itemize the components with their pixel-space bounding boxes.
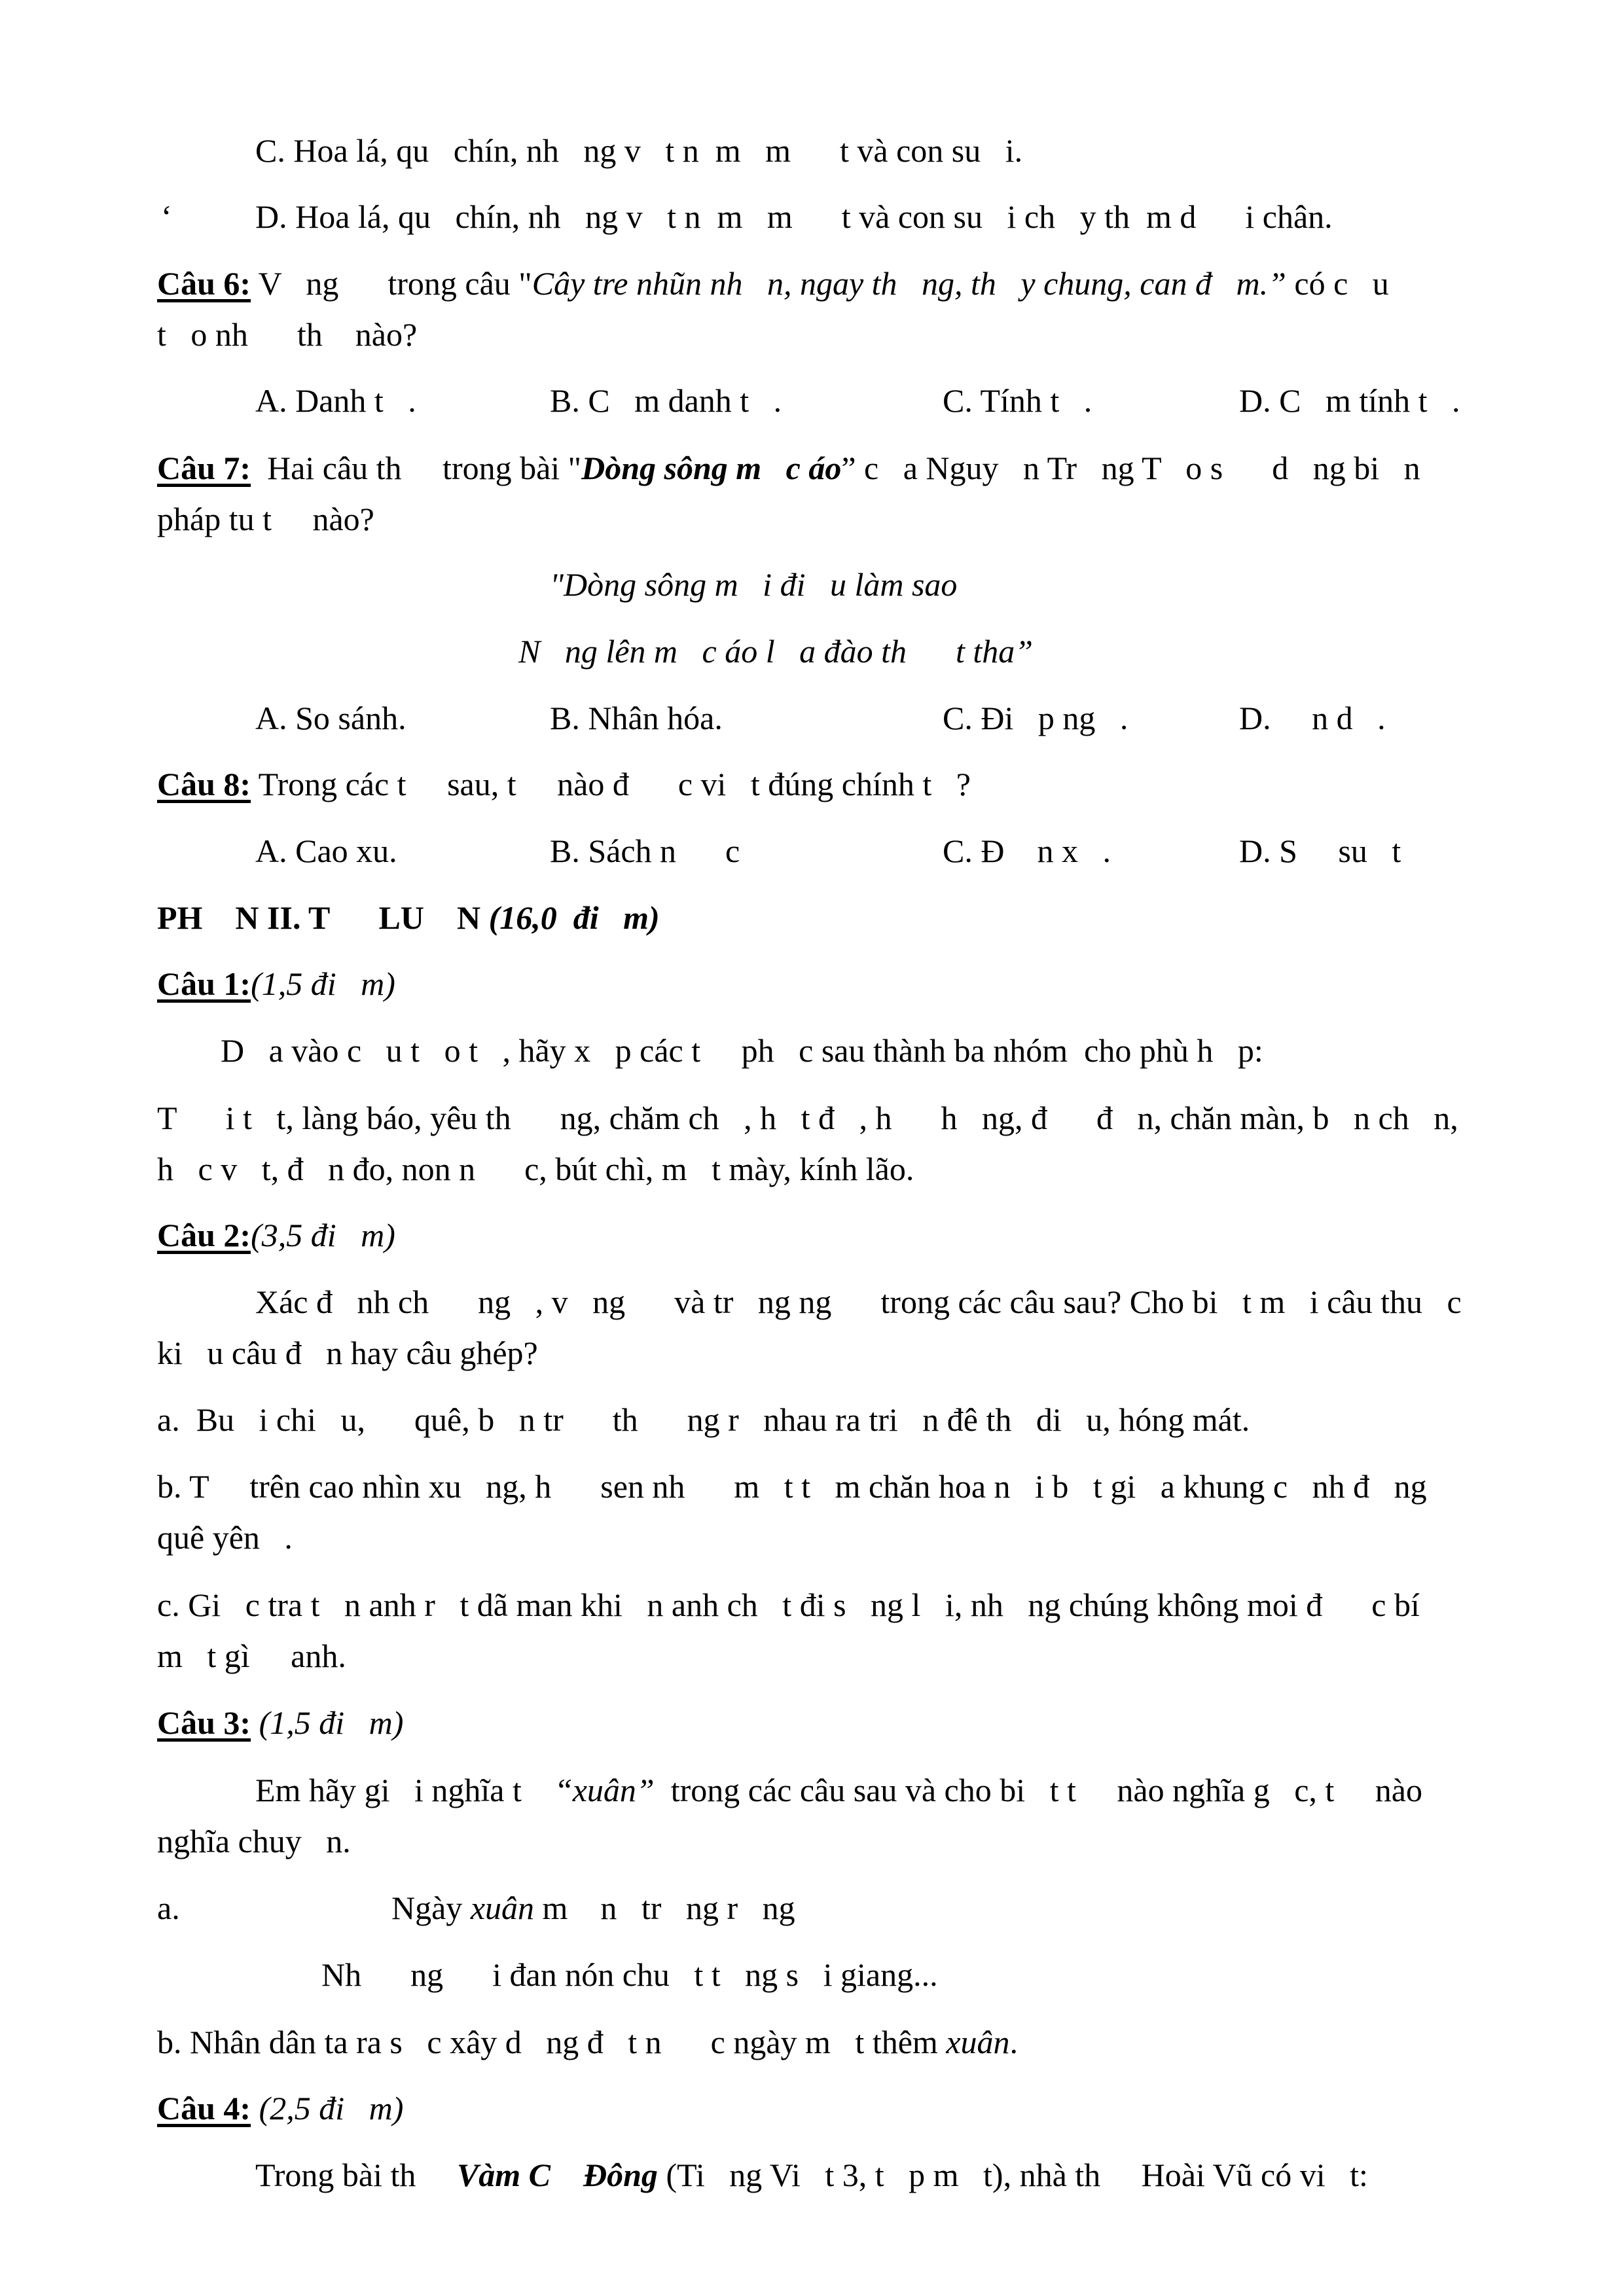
part2-score: (16,0 đi m): [488, 899, 660, 936]
p2-heading: [157, 1219, 395, 1251]
p2-instruction-line1: Xác đ nh ch ng , v ng và tr ng ng trong các câu sau? Cho bi t m i câu thu c: [255, 1283, 1462, 1320]
q6-stem-line1: [157, 267, 1389, 300]
q7-option-a: A. So sánh.: [255, 700, 406, 736]
q6-label: Câu 6:: [157, 265, 251, 302]
q8-option-c: C. Đ n x .: [943, 833, 1111, 869]
q8-label: Câu 8:: [157, 766, 251, 802]
q6-option-b: B. C m danh t .: [550, 382, 782, 419]
p2-sentence-c-line2: m t gì anh.: [157, 1638, 346, 1674]
p4-label: Câu 4:: [157, 2090, 251, 2126]
p3-a-word: xuân: [470, 1890, 535, 1926]
p4-instr-pre: Trong bài th: [255, 2157, 457, 2193]
p1-label: Câu 1:: [157, 965, 251, 1002]
p3-a-post: m n tr ng r ng: [534, 1890, 795, 1926]
p2-label: Câu 2:: [157, 1217, 251, 1253]
p1-heading: [157, 967, 395, 1000]
q6-option-a: A. Danh t .: [255, 382, 416, 419]
p2-sentence-b-line2: quê yên .: [157, 1519, 293, 1556]
q8-stem: [157, 768, 971, 800]
p4-poem-title: Vàm C Đông: [456, 2157, 658, 2193]
p2-sentence-a: a. Bu i chi u, quê, b n tr th ng r nhau ra tri n đê th di u, hóng mát.: [157, 1401, 1250, 1438]
q8-stem-text: Trong các t sau, t nào đ c vi t đúng chính t ?: [251, 766, 971, 802]
p3-a-pre: Ngày: [391, 1890, 471, 1926]
q6-stem-post: có c u: [1286, 265, 1389, 302]
p3-label: Câu 3:: [157, 1704, 251, 1741]
p2-instruction-line2: ki u câu đ n hay câu ghép?: [157, 1335, 538, 1371]
q8-option-a: A. Cao xu.: [255, 833, 397, 869]
p3-instr-post: trong các câu sau và cho bi t t nào nghĩa g c, t nào: [654, 1772, 1422, 1808]
q6-option-d: D. C m tính t .: [1239, 382, 1460, 419]
q7-option-c: C. Đi p ng .: [943, 700, 1128, 736]
part2-heading: [157, 901, 660, 934]
q7-stem-post: ” c a Nguy n Tr ng T o s d ng bi n: [841, 450, 1420, 486]
q6-stem-line2: t o nh th nào?: [157, 316, 418, 353]
q7-verse-1: "Dòng sông m i đi u làm sao: [550, 566, 958, 603]
part2-title: PH N II. T LU N: [157, 899, 489, 936]
p3-instr-pre: Em hãy gi i nghĩa t: [255, 1772, 554, 1808]
p3-score: (1,5 đi m): [251, 1704, 404, 1741]
p2-score: (3,5 đi m): [251, 1217, 395, 1253]
p2-sentence-b-line1: b. T trên cao nhìn xu ng, h sen nh m t t m chăn hoa n i b t gi a khung c nh đ ng: [157, 1468, 1427, 1505]
q5-option-d: D. Hoa lá, qu chín, nh ng v t n m m t và con su i ch y th m d i chân.: [255, 198, 1333, 235]
q5-option-c: C. Hoa lá, qu chín, nh ng v t n m m t và con su i.: [255, 132, 1023, 169]
p3-heading: [157, 1706, 403, 1739]
p4-score: (2,5 đi m): [251, 2090, 404, 2126]
p3-item-a-line2: Nh ng i đan nón chu t t ng s i giang...: [321, 1956, 938, 1993]
q7-stem-line1: [157, 452, 1420, 484]
p2-sentence-c-line1: c. Gi c tra t n anh r t dã man khi n anh ch t đi s ng l i, nh ng chúng không moi đ c bí: [157, 1587, 1420, 1623]
p4-instr-post: (Ti ng Vi t 3, t p m t), nhà th Hoài Vũ có vi t:: [657, 2157, 1368, 2193]
q7-option-b: B. Nhân hóa.: [550, 700, 723, 736]
p1-words-line2: h c v t, đ n đo, non n c, bút chì, m t mày, kính lão.: [157, 1151, 914, 1187]
q6-stem-pre: V ng trong câu ": [251, 265, 532, 302]
q6-quote: Cây tre nhũn nh n, ngay th ng, th y chung, can đ m.”: [532, 265, 1286, 302]
q8-option-d: D. S su t: [1239, 833, 1401, 869]
q7-stem-line2: pháp tu t nào?: [157, 501, 374, 537]
p1-instruction: D a vào c u t o t , hãy x p các t ph c sau thành ba nhóm cho phù h p:: [221, 1032, 1263, 1069]
p3-b-post: .: [1009, 2024, 1019, 2060]
p1-words-line1: T i t t, làng báo, yêu th ng, chăm ch , h t đ , h h ng, đ đ n, chăn màn, b n ch n,: [157, 1100, 1458, 1136]
p3-word: “xuân”: [554, 1772, 655, 1808]
p1-score: (1,5 đi m): [251, 965, 395, 1002]
p3-instruction-line1: [255, 1774, 1422, 1806]
q8-option-b: B. Sách n c: [550, 833, 740, 869]
p4-instruction: [255, 2159, 1368, 2191]
q7-label: Câu 7:: [157, 450, 251, 486]
tick-mark: ‘: [161, 198, 172, 235]
q7-verse-2: N ng lên m c áo l a đào th t tha”: [518, 633, 1034, 670]
p3-item-a-marker: a.: [157, 1890, 180, 1926]
p3-item-b: [157, 2026, 1018, 2058]
p4-heading: [157, 2092, 403, 2125]
p3-b-pre: b. Nhân dân ta ra s c xây d ng đ t n c ngày m t thêm: [157, 2024, 947, 2060]
p3-b-word: xuân: [946, 2024, 1010, 2060]
q6-option-c: C. Tính t .: [943, 382, 1092, 419]
q7-poem-title: Dòng sông m c áo: [581, 450, 842, 486]
q7-stem-pre: Hai câu th trong bài ": [251, 450, 582, 486]
p3-item-a-line1: [391, 1892, 795, 1924]
q7-option-d: D. n d .: [1239, 700, 1386, 736]
p3-instruction-line2: nghĩa chuy n.: [157, 1823, 351, 1859]
